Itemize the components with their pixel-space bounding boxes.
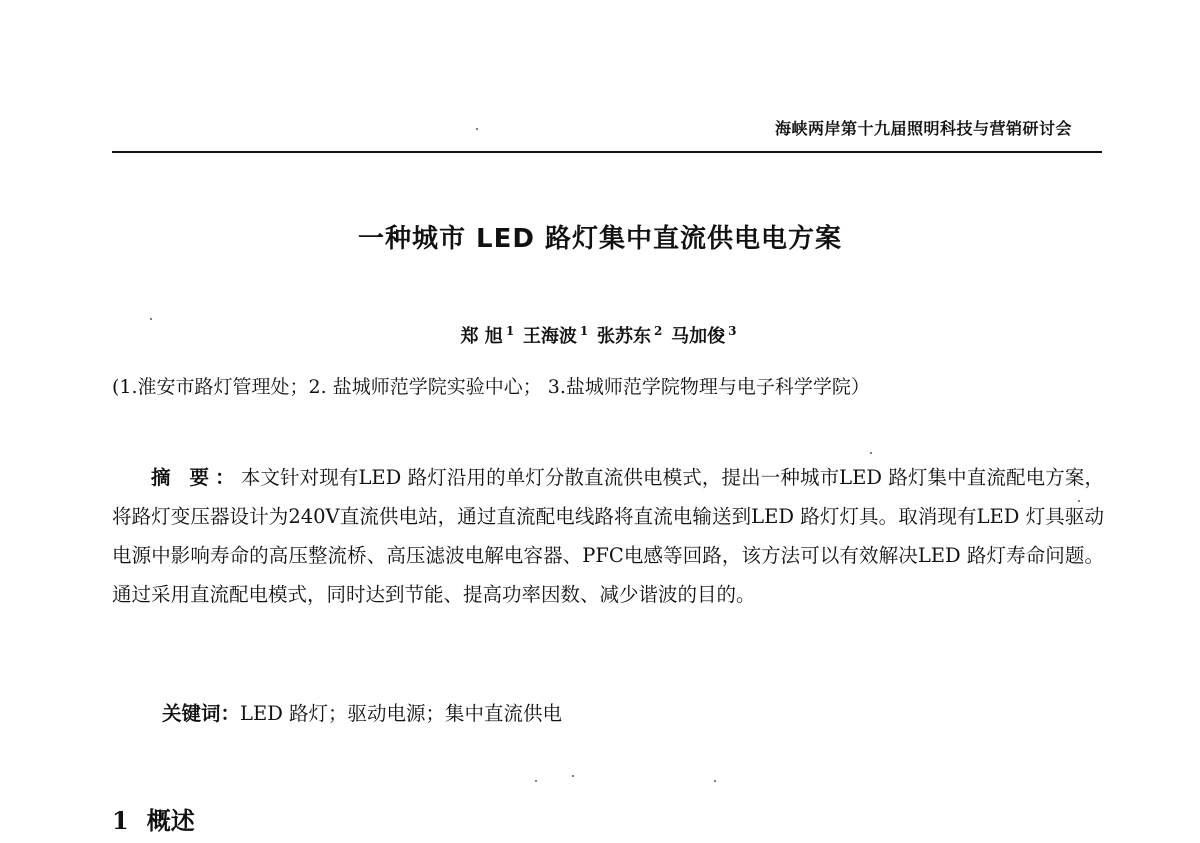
abstract-label: 摘 要： <box>151 466 241 489</box>
author-affiliation-mark: 1 <box>505 324 515 338</box>
section-number: 1 <box>112 806 129 835</box>
section-title: 概述 <box>146 806 195 835</box>
keywords-text: LED 路灯；驱动电源；集中直流供电 <box>240 702 563 725</box>
author-name: 郑 旭 <box>460 326 503 347</box>
author-affiliation-mark: 1 <box>579 324 589 338</box>
scan-speck <box>476 128 478 130</box>
section-heading <box>112 801 195 836</box>
author-name: 王海波 <box>522 326 577 347</box>
affiliations: (1.淮安市路灯管理处；2. 盐城师范学院实验中心； 3.盐城师范学院物理与电子科学学院） <box>112 376 870 398</box>
abstract-paragraph <box>112 458 1104 614</box>
header-rule <box>112 151 1102 153</box>
abstract-text: 本文针对现有LED 路灯沿用的单灯分散直流供电模式，提出一种城市LED 路灯集中直流配电方案，将路灯变压器设计为240V直流供电站，通过直流配电线路将直流电输送到LED 路灯灯具。取消现有LED 灯具驱动电源中影响寿命的高压整流桥、高压滤波电解电容器、PFC电感等回路，该方法可以有效解决LED 路灯寿命问题。通过采用直流配电模式，同时达到节能、提高功率因数、减少谐波的目的。 <box>112 466 1104 606</box>
author-affiliation-mark: 3 <box>728 324 737 338</box>
keywords-label: 关键词： <box>162 702 241 725</box>
keywords-line <box>162 698 562 726</box>
author-name: 马加俊 <box>671 326 726 347</box>
author-affiliation-mark: 2 <box>654 324 663 338</box>
scan-speck <box>1078 500 1080 502</box>
scan-speck <box>572 775 574 777</box>
scan-speck <box>535 780 537 782</box>
scan-speck <box>714 780 716 782</box>
author-name: 张苏东 <box>597 326 651 347</box>
running-header: 海峡两岸第十九届照明科技与营销研讨会 <box>774 119 1072 138</box>
author-list <box>0 322 1200 348</box>
scan-speck <box>870 452 872 454</box>
scan-speck <box>150 318 152 320</box>
paper-title: 一种城市 LED 路灯集中直流供电电方案 <box>357 224 842 254</box>
